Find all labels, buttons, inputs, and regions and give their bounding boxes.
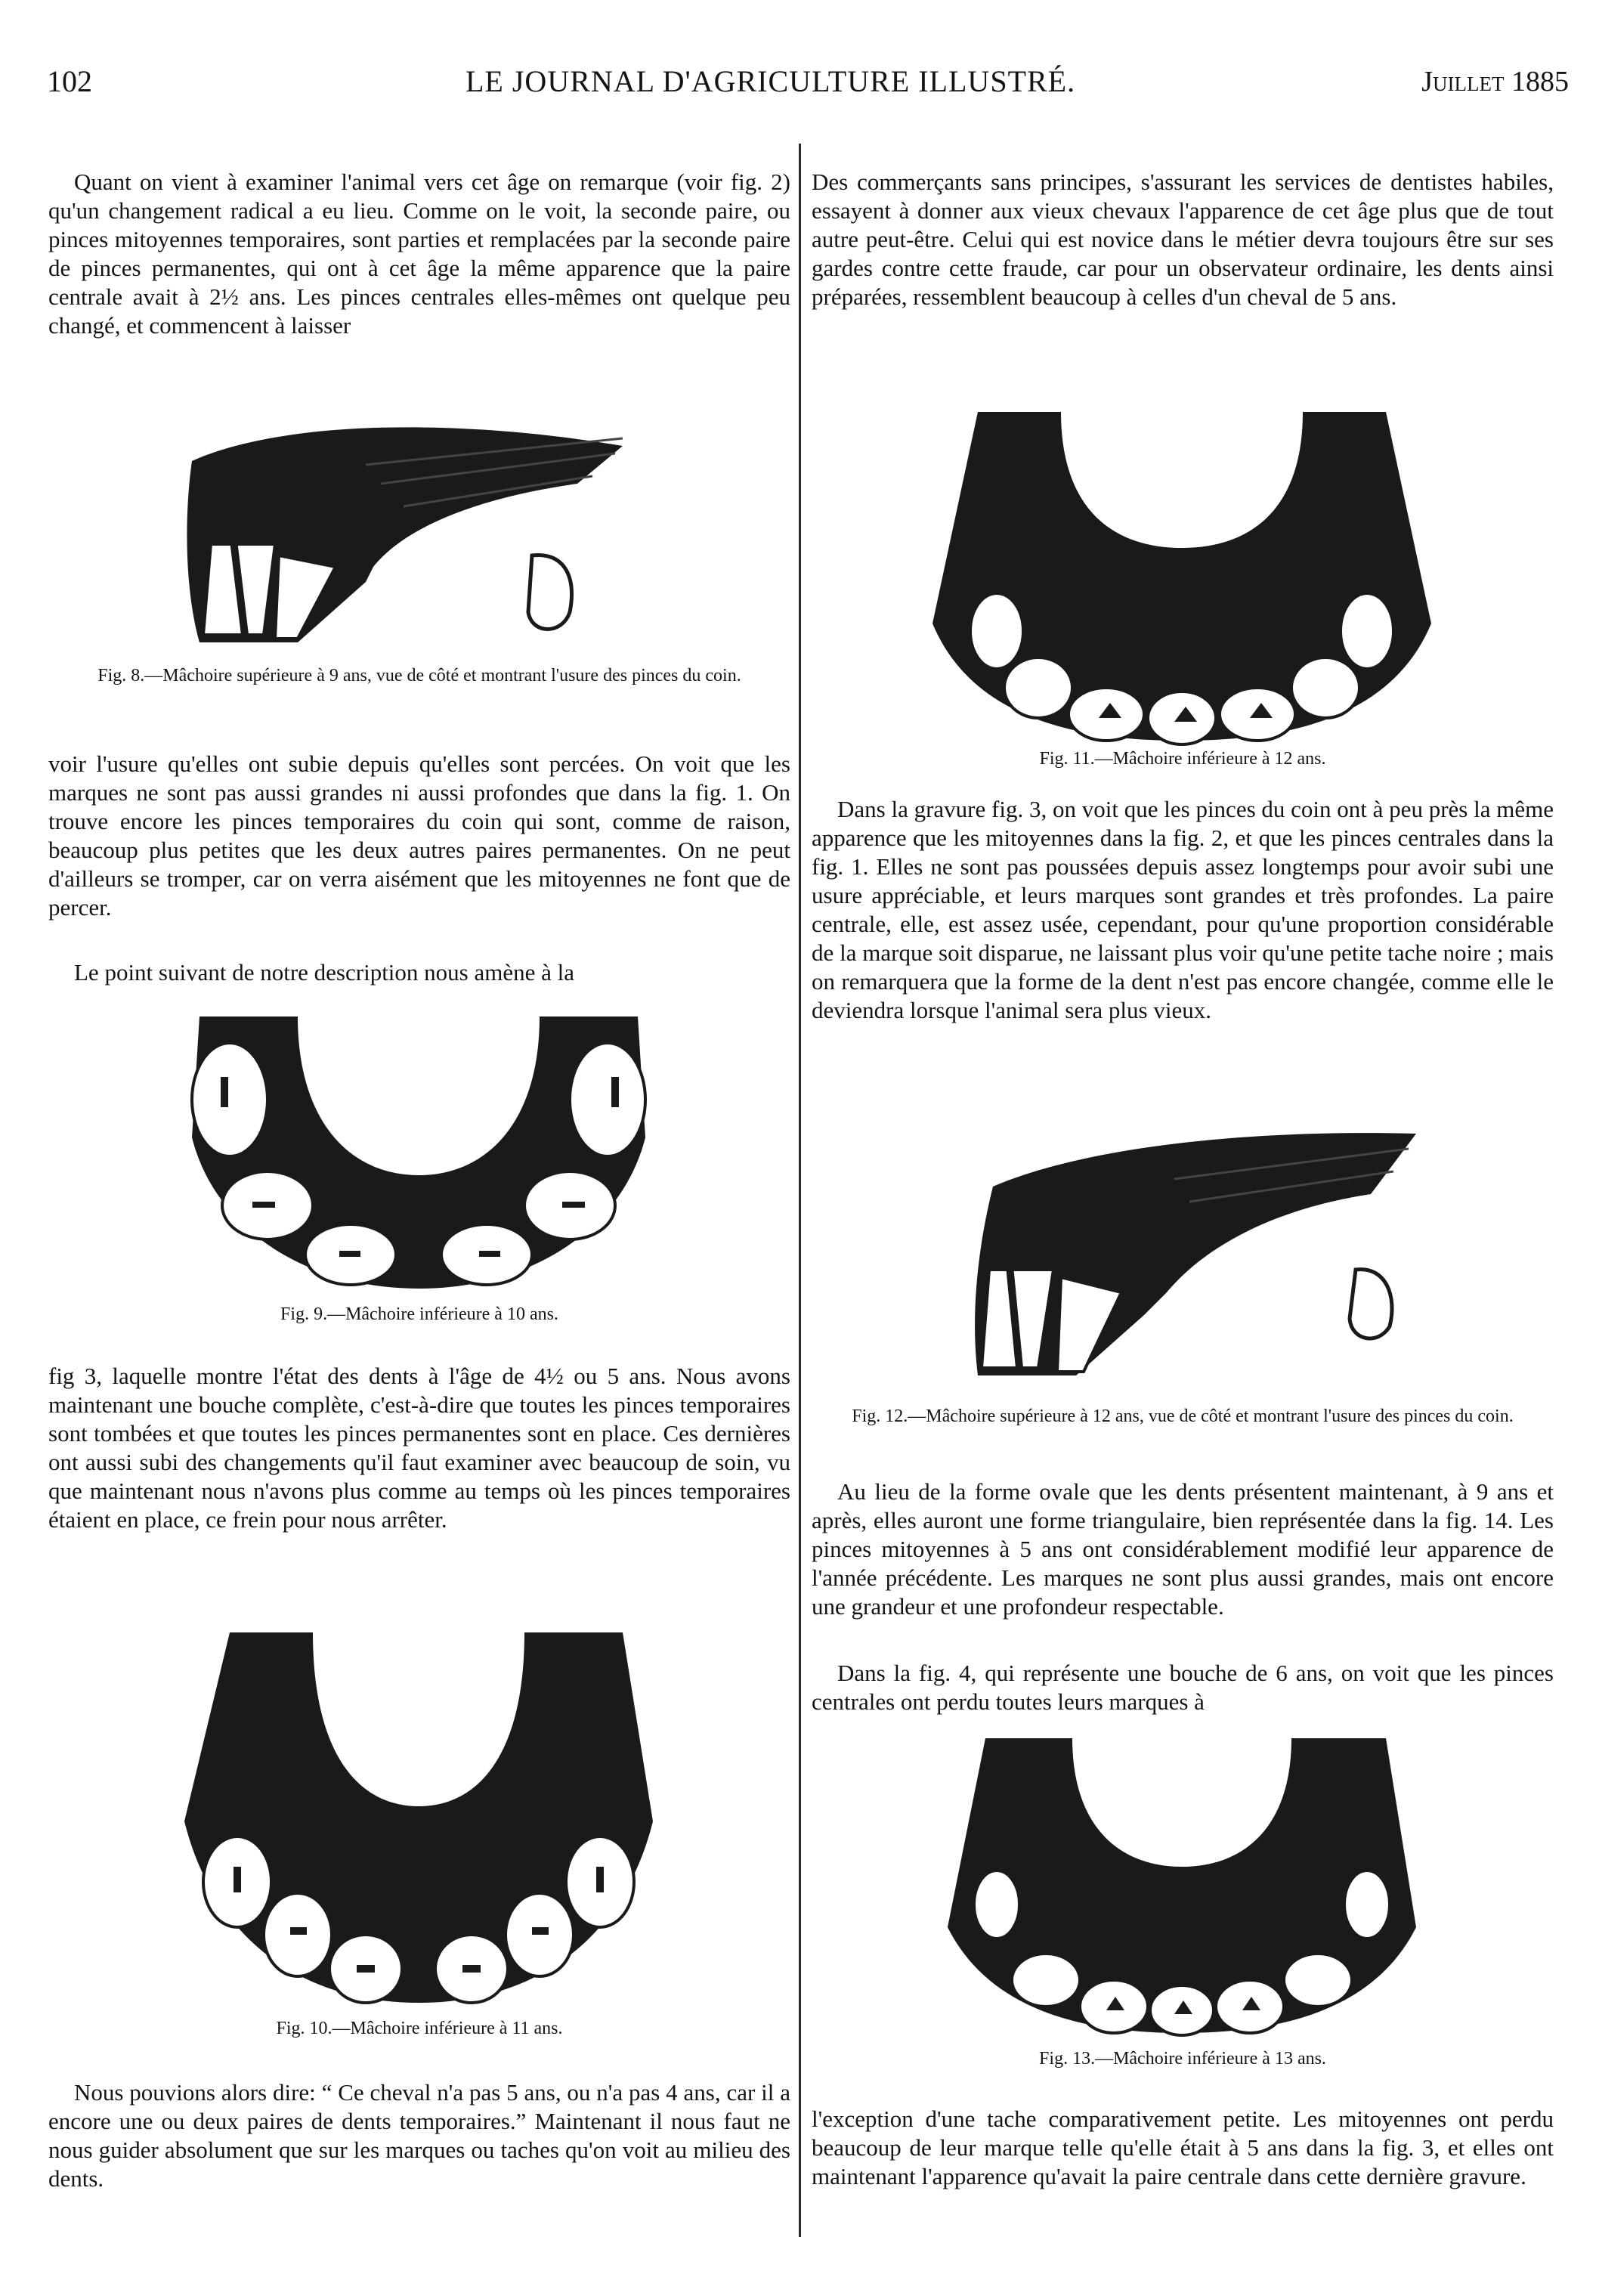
right-paragraph-5: l'exception d'une tache comparativement petite. Les mitoyennes ont perdu beaucoup de leur marque telle qu'elle était à 5 ans dans la fig. 3, et elles ont maintenant l'apparence qu'avait la paire centrale dans cette dernière gravure.	[812, 2106, 1554, 2189]
left-paragraph-2: voir l'usure qu'elles ont subie depuis qu'elles sont percées. On voit que les marques ne sont pas aussi grandes ni aussi profondes que dans la fig. 1. On trouve encore les pinces temporaires du coin qui sont, comme de raison, beaucoup plus petites que les deux autres paires permanentes. On ne peut d'ailleurs se tromper, car on verra aisément que les mitoyennes ne font que de percer.	[48, 750, 790, 921]
figure-13-caption: Fig. 13.—Mâchoire inférieure à 13 ans.	[1039, 2049, 1326, 2069]
figure-9-illustration	[48, 1001, 790, 1304]
figure-12-illustration	[812, 1119, 1554, 1406]
figure-9	[48, 1001, 790, 1325]
figure-8	[48, 393, 790, 686]
issue-date: Juillet 1885	[1421, 66, 1569, 97]
figure-12-caption: Fig. 12.—Mâchoire supérieure à 12 ans, vue de côté et montrant l'usure des pinces du coin.	[852, 1406, 1514, 1426]
column-divider	[799, 144, 801, 2237]
figure-11-illustration	[812, 397, 1554, 748]
figure-8-illustration	[48, 393, 790, 665]
left-paragraph-4: fig 3, laquelle montre l'état des dents à l'âge de 4½ ou 5 ans. Nous avons maintenant une bouche complète, c'est-à-dire que toutes les pinces temporaires sont tombées et que toutes les pinces permanentes sont en place. Ces dernières ont aussi subi des changements qu'il faut examiner avec beaucoup de soin, vu que maintenant nous n'avons plus comme au temps où les pinces temporaires étaient en place, ce frein pour nous arrêter.	[48, 1363, 790, 1533]
left-paragraph-3: Le point suivant de notre description nous amène à la	[74, 959, 575, 986]
figure-10-caption: Fig. 10.—Mâchoire inférieure à 11 ans.	[276, 2019, 563, 2038]
right-paragraph-4: Dans la fig. 4, qui représente une bouche de 6 ans, on voit que les pinces centrales ont perdu toutes leurs marques à	[812, 1660, 1554, 1715]
figure-8-caption: Fig. 8.—Mâchoire supérieure à 9 ans, vue de côté et montrant l'usure des pinces du coin.	[97, 666, 741, 685]
figure-10-illustration	[48, 1625, 790, 2018]
figure-11-caption: Fig. 11.—Mâchoire inférieure à 12 ans.	[1039, 749, 1326, 769]
right-paragraph-2: Dans la gravure fig. 3, on voit que les pinces du coin ont à peu près la même apparence que les mitoyennes dans la fig. 2, et que les pinces centrales dans la fig. 1. Elles ne sont pas poussées depuis assez longtemps pour avoir subi une usure appréciable, et leurs marques sont grandes et très profondes. La paire centrale, elle, est assez usée, cependant, pour qu'une proportion considérable de la marque soit disparue, ne laissant plus voir qu'une petite tache noire ; mais on remarquera que la forme de la dent n'est pas encore changée, comme elle le deviendra lorsque l'animal sera plus vieux.	[812, 796, 1554, 1023]
figure-13	[812, 1731, 1554, 2069]
figure-9-caption: Fig. 9.—Mâchoire inférieure à 10 ans.	[280, 1304, 558, 1324]
figure-11	[812, 397, 1554, 769]
right-paragraph-3: Au lieu de la forme ovale que les dents présentent maintenant, à 9 ans et après, elles auront une forme triangulaire, bien représentée dans la fig. 14. Les pinces mitoyennes à 5 ans ont considérablement modifié leur apparence de l'année précédente. Les marques ne sont plus aussi grandes, mais ont encore une grandeur et une profondeur respectable.	[812, 1478, 1554, 1620]
page-number: 102	[47, 64, 92, 98]
journal-title: LE JOURNAL D'AGRICULTURE ILLUSTRÉ.	[465, 64, 1076, 98]
left-paragraph-5: Nous pouvions alors dire: “ Ce cheval n'a pas 5 ans, ou n'a pas 4 ans, car il a encore une ou deux paires de dents temporaires.” Maintenant il nous faut ne nous guider absolument que sur les marques ou taches qu'on voit au milieu des dents.	[48, 2079, 790, 2192]
figure-13-illustration	[812, 1731, 1554, 2048]
figure-12	[812, 1119, 1554, 1427]
left-paragraph-1: Quant on vient à examiner l'animal vers cet âge on remarque (voir fig. 2) qu'un changement radical a eu lieu. Comme on le voit, la seconde paire, ou pinces mitoyennes temporaires, sont parties et remplacées par la seconde paire de pinces permanentes, qui ont à cet âge la même apparence que la paire centrale avait à 2½ ans. Les pinces centrales elles-mêmes ont quelque peu changé, et commencent à laisser	[48, 169, 790, 339]
right-paragraph-1: Des commerçants sans principes, s'assurant les services de dentistes habiles, essayent à donner aux vieux chevaux l'apparence de cet âge plus que de tout autre peut-être. Celui qui est novice dans le métier devra toujours être sur ses gardes contre cette fraude, car pour un observateur ordinaire, les dents ainsi préparées, ressemblent beaucoup à celles d'un cheval de 5 ans.	[812, 169, 1554, 310]
figure-10	[48, 1625, 790, 2039]
